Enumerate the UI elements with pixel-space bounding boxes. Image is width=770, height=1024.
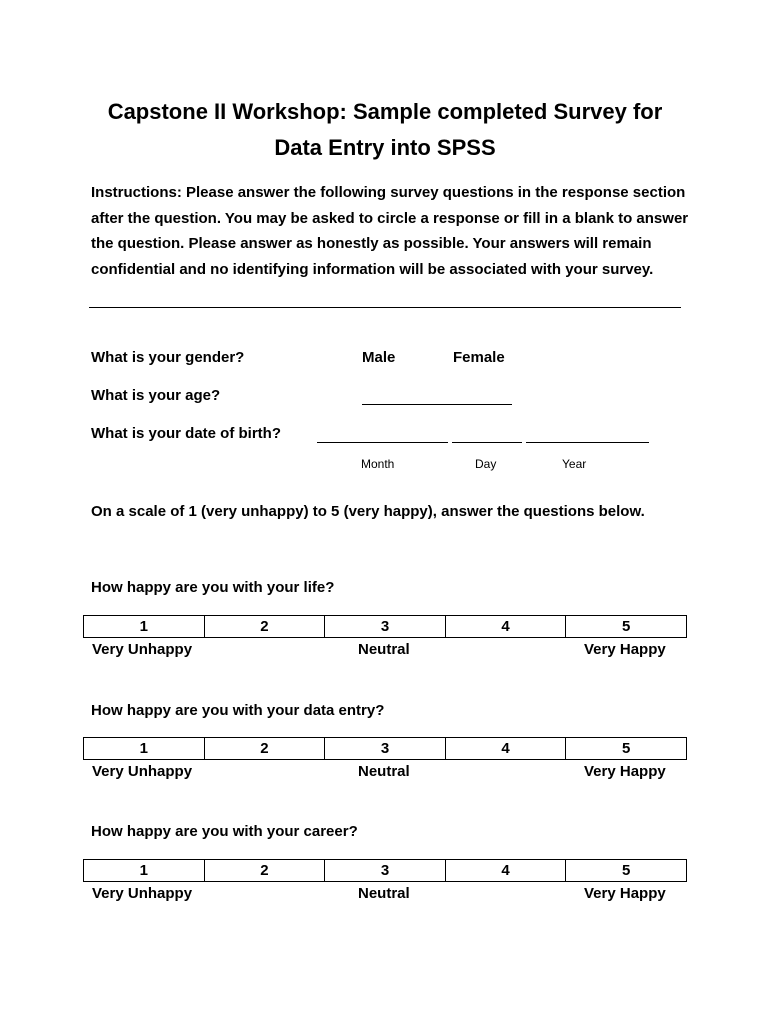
anchor-low: Very Unhappy [92, 763, 193, 780]
dob-year-label: Year [562, 457, 587, 471]
scale-table-data-entry [83, 737, 687, 760]
scale-option-5[interactable]: 5 [566, 738, 687, 760]
anchor-mid: Neutral [358, 885, 410, 902]
scale-option-3[interactable]: 3 [325, 738, 446, 760]
title-line-1: Capstone II Workshop: Sample completed Survey for [107, 99, 663, 124]
scale-option-1[interactable]: 1 [84, 860, 205, 882]
gender-option-female[interactable]: Female [453, 349, 505, 366]
dob-question: What is your date of birth? [91, 425, 281, 442]
scale-table-career [83, 859, 687, 882]
question-data-entry: How happy are you with your data entry? [91, 702, 385, 719]
divider-line [89, 307, 681, 308]
scale-option-4[interactable]: 4 [445, 616, 566, 638]
scale-option-2[interactable]: 2 [204, 738, 325, 760]
dob-month-label: Month [361, 457, 395, 471]
gender-option-male[interactable]: Male [362, 349, 396, 366]
scale-option-2[interactable]: 2 [204, 616, 325, 638]
dob-day-label: Day [475, 457, 497, 471]
scale-option-5[interactable]: 5 [566, 860, 687, 882]
anchor-low: Very Unhappy [92, 885, 193, 902]
scale-option-3[interactable]: 3 [325, 860, 446, 882]
scale-table-life [83, 615, 687, 638]
anchor-low: Very Unhappy [92, 641, 193, 658]
anchor-mid: Neutral [358, 641, 410, 658]
dob-year-blank[interactable] [526, 442, 649, 443]
anchor-mid: Neutral [358, 763, 410, 780]
scale-intro: On a scale of 1 (very unhappy) to 5 (very happy), answer the questions below. [91, 503, 645, 520]
age-blank[interactable] [362, 404, 512, 405]
instructions-text: Instructions: Please answer the following survey questions in the response section after the question. You may be asked to circle a response or fill in a blank to answer the question. Please answer as honestly as possible. Your answers will remain confidential and no identifying information will be associated with your survey. [91, 184, 689, 278]
scale-option-4[interactable]: 4 [445, 860, 566, 882]
title-line-2: Data Entry into SPSS [274, 135, 496, 160]
scale-option-2[interactable]: 2 [204, 860, 325, 882]
anchor-high: Very Happy [584, 641, 666, 658]
scale-option-1[interactable]: 1 [84, 616, 205, 638]
dob-month-blank[interactable] [317, 442, 448, 443]
anchor-high: Very Happy [584, 885, 666, 902]
dob-day-blank[interactable] [452, 442, 522, 443]
scale-option-4[interactable]: 4 [445, 738, 566, 760]
scale-option-3[interactable]: 3 [325, 616, 446, 638]
scale-option-1[interactable]: 1 [84, 738, 205, 760]
question-life: How happy are you with your life? [91, 579, 335, 596]
anchor-high: Very Happy [584, 763, 666, 780]
question-career: How happy are you with your career? [91, 823, 358, 840]
document-title [0, 94, 770, 166]
gender-question: What is your gender? [91, 349, 245, 366]
scale-option-5[interactable]: 5 [566, 616, 687, 638]
age-question: What is your age? [91, 387, 221, 404]
